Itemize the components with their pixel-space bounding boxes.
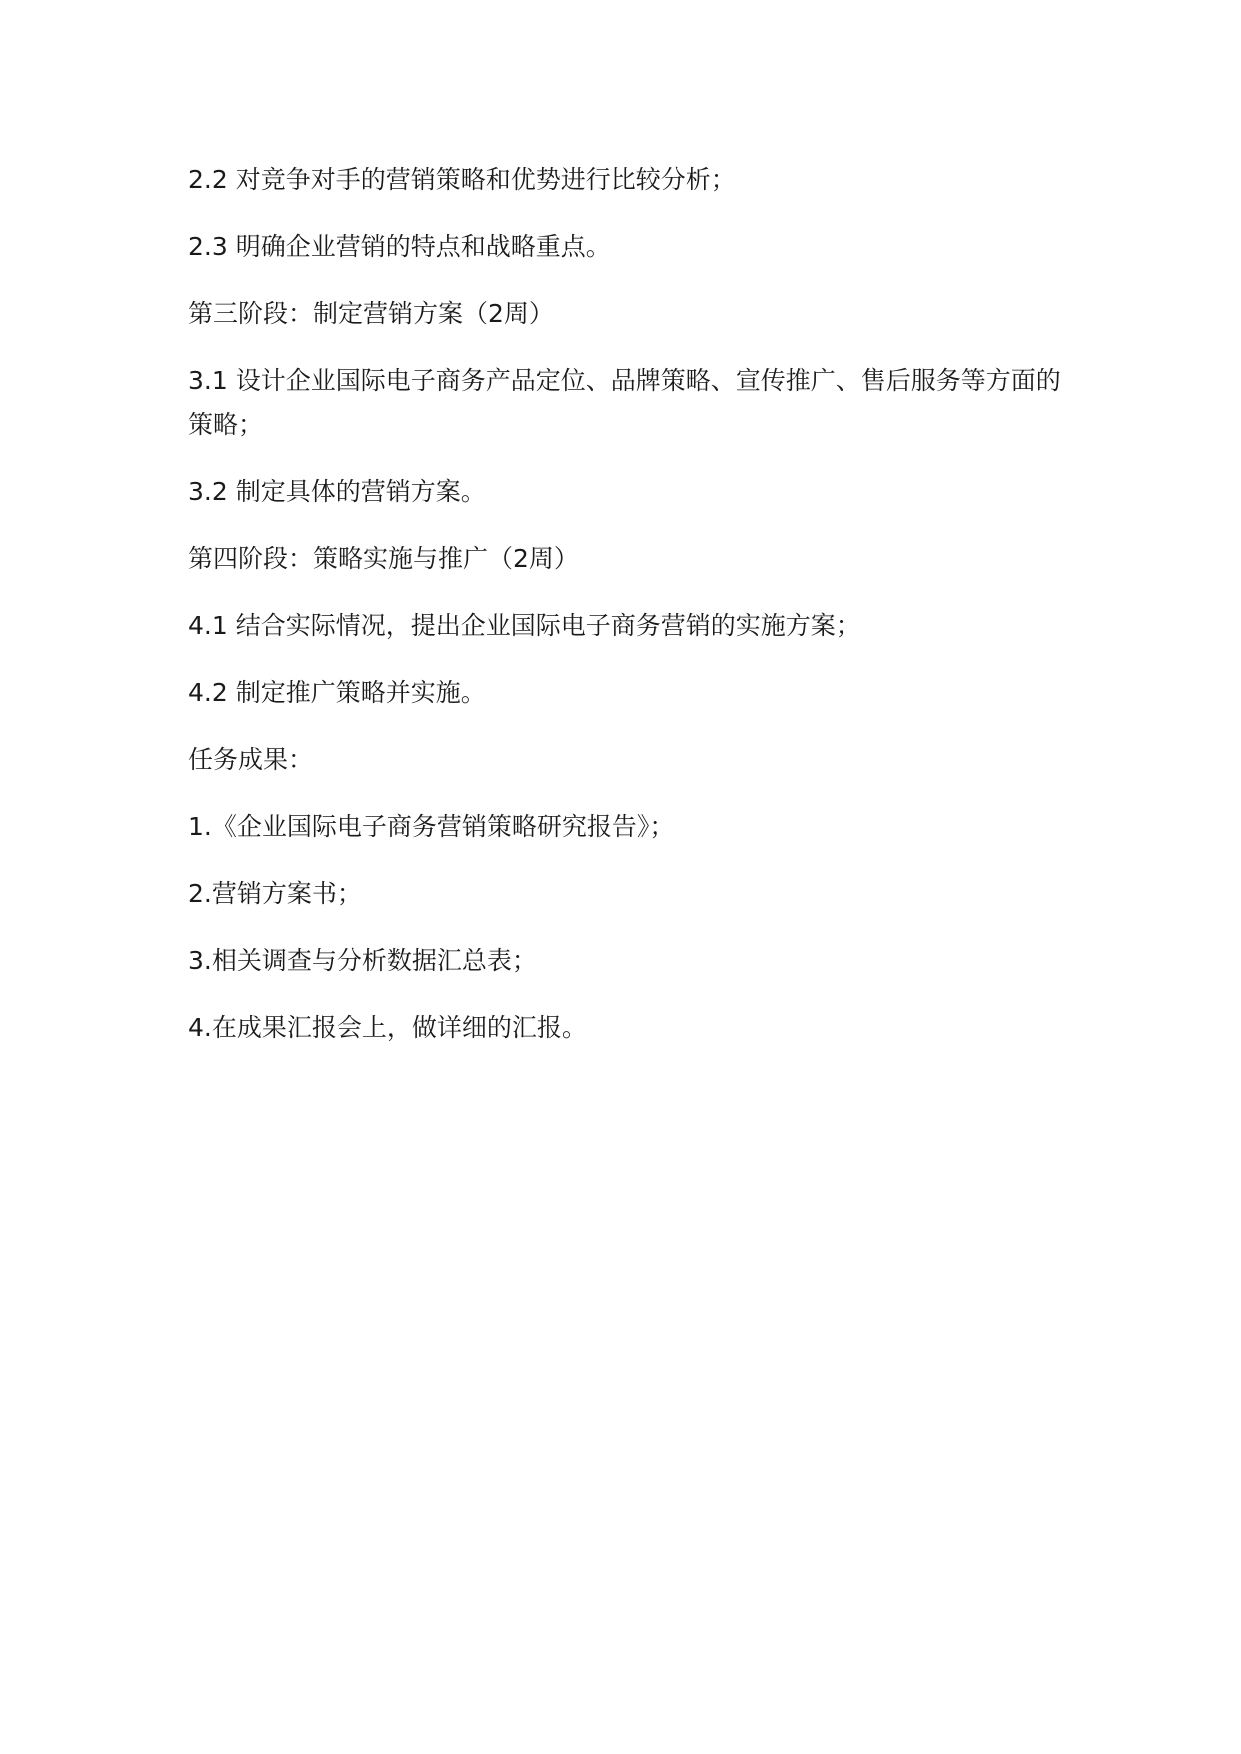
stage-four-heading: 第四阶段：策略实施与推广（2周） — [188, 544, 579, 573]
stage-three-heading: 第三阶段：制定营销方案（2周） — [188, 299, 554, 328]
paragraph-3-2: 3.2 制定具体的营销方案。 — [188, 477, 486, 506]
paragraph-4-1: 4.1 结合实际情况，提出企业国际电子商务营销的实施方案； — [188, 611, 861, 640]
result-item-4: 4.在成果汇报会上，做详细的汇报。 — [188, 1013, 587, 1042]
result-item-1: 1.《企业国际电子商务营销策略研究报告》； — [188, 812, 675, 841]
paragraph-2-3: 2.3 明确企业营销的特点和战略重点。 — [188, 232, 611, 261]
paragraph-2-2: 2.2 对竞争对手的营销策略和优势进行比较分析； — [188, 165, 736, 194]
results-heading: 任务成果： — [188, 745, 314, 774]
result-item-2: 2.营销方案书； — [188, 879, 362, 908]
paragraph-4-2: 4.2 制定推广策略并实施。 — [188, 678, 486, 707]
result-item-3: 3.相关调查与分析数据汇总表； — [188, 946, 537, 975]
document-body — [188, 158, 1068, 1073]
paragraph-3-1: 3.1 设计企业国际电子商务产品定位、品牌策略、宣传推广、售后服务等方面的策略； — [188, 366, 1061, 439]
